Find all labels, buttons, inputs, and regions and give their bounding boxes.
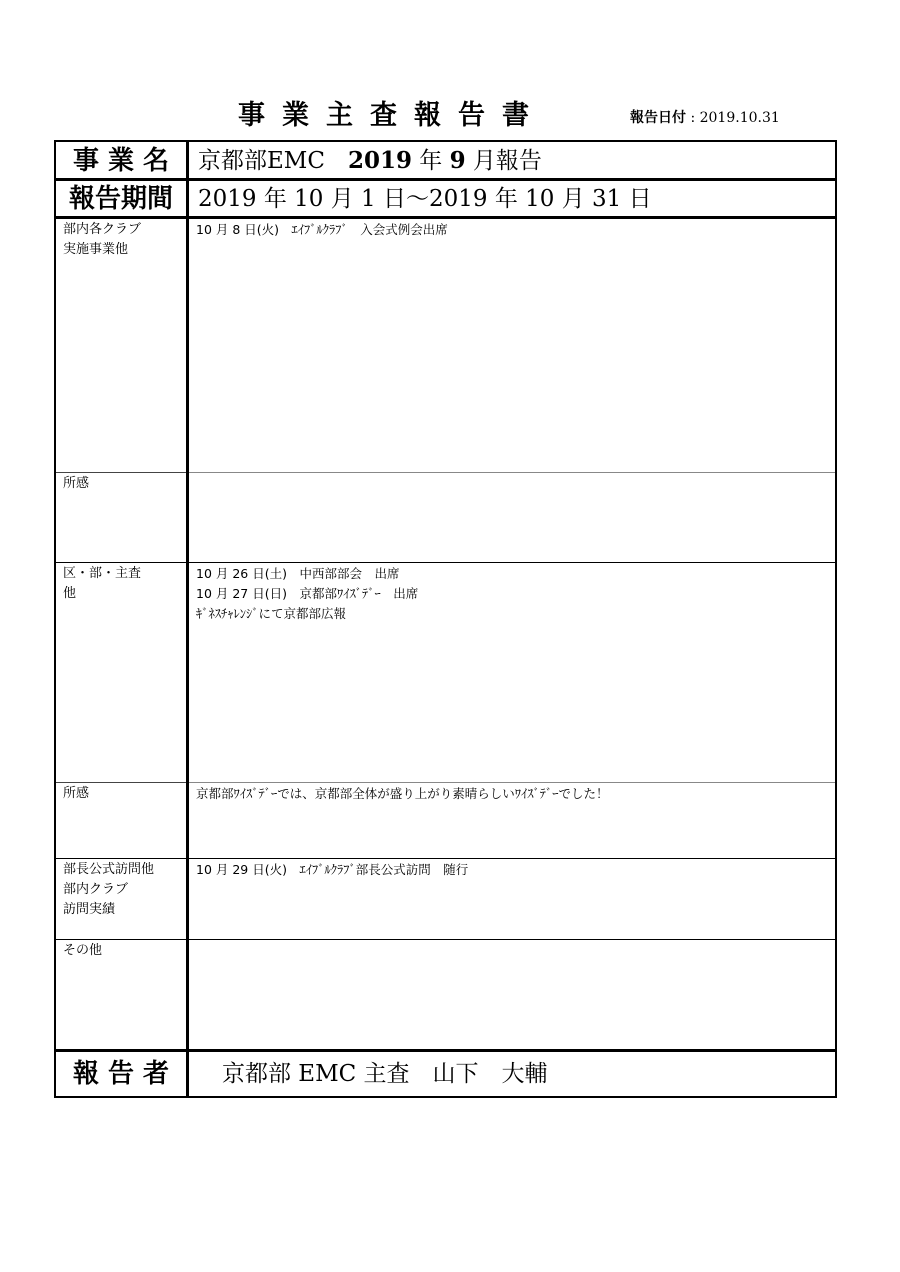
- district-content: [196, 564, 826, 624]
- divider: [189, 782, 835, 783]
- club-events-label: 部内各クラブ 実施事業他: [63, 222, 142, 257]
- district-line: 10 月 26 日(土) 中西部部会 出席: [196, 566, 400, 581]
- reporter-value: 京都部 EMC 主査 山下 大輔: [222, 1061, 548, 1087]
- report-form: [54, 140, 837, 1098]
- impression2-line: 京都部ﾜｲｽﾞﾃﾞｰでは、京都部全体が盛り上がり素晴らしいﾜｲｽﾞﾃﾞｰでした！: [196, 786, 609, 801]
- event-name-mid: 年: [411, 148, 450, 174]
- divider: [189, 472, 835, 473]
- official-visit-label: 部長公式訪問他 部内クラブ 訪問実績: [63, 862, 155, 917]
- period-label: 報告期間: [68, 184, 173, 214]
- event-name-label: 事 業 名: [72, 146, 170, 176]
- event-name-month: 9: [449, 147, 466, 174]
- event-name-suffix: 月報告: [465, 148, 542, 174]
- report-date-value: : 2019.10.31: [690, 110, 780, 126]
- event-name-value: [198, 144, 542, 178]
- divider: [56, 178, 835, 181]
- club-events-content: [196, 220, 826, 240]
- column-divider: [186, 142, 189, 1096]
- event-name-prefix: 京都部EMC: [198, 148, 348, 174]
- divider: [56, 782, 186, 783]
- event-name-year: 2019: [347, 147, 412, 174]
- divider: [56, 939, 835, 940]
- impression2-content: [196, 784, 826, 804]
- document-title: 事業主査報告書: [238, 100, 546, 131]
- divider: [56, 472, 186, 473]
- impression2-label: 所感: [63, 786, 90, 801]
- impression1-label: 所感: [63, 476, 90, 491]
- district-label: 区・部・主査 他: [63, 566, 142, 601]
- divider: [56, 216, 835, 219]
- other-label: その他: [63, 943, 103, 958]
- club-events-line: 10 月 8 日(火) ｴｲﾌﾞﾙｸﾗﾌﾞ 入会式例会出席: [196, 222, 448, 237]
- district-line: ｷﾞﾈｽﾁｬﾚﾝｼﾞにて京都部広報: [196, 606, 347, 621]
- period-value: 2019 年 10 月 1 日〜2019 年 10 月 31 日: [198, 186, 652, 212]
- divider: [56, 858, 835, 859]
- official-visit-line: 10 月 29 日(火) ｴｲﾌﾞﾙｸﾗﾌﾞ部長公式訪問 随行: [196, 862, 469, 877]
- divider: [56, 562, 835, 563]
- report-date: [630, 106, 780, 130]
- official-visit-content: [196, 860, 826, 880]
- district-line: 10 月 27 日(日) 京都部ﾜｲｽﾞﾃﾞｰ 出席: [196, 586, 419, 601]
- report-date-label: 報告日付: [630, 110, 686, 126]
- reporter-label: 報 告 者: [72, 1059, 170, 1089]
